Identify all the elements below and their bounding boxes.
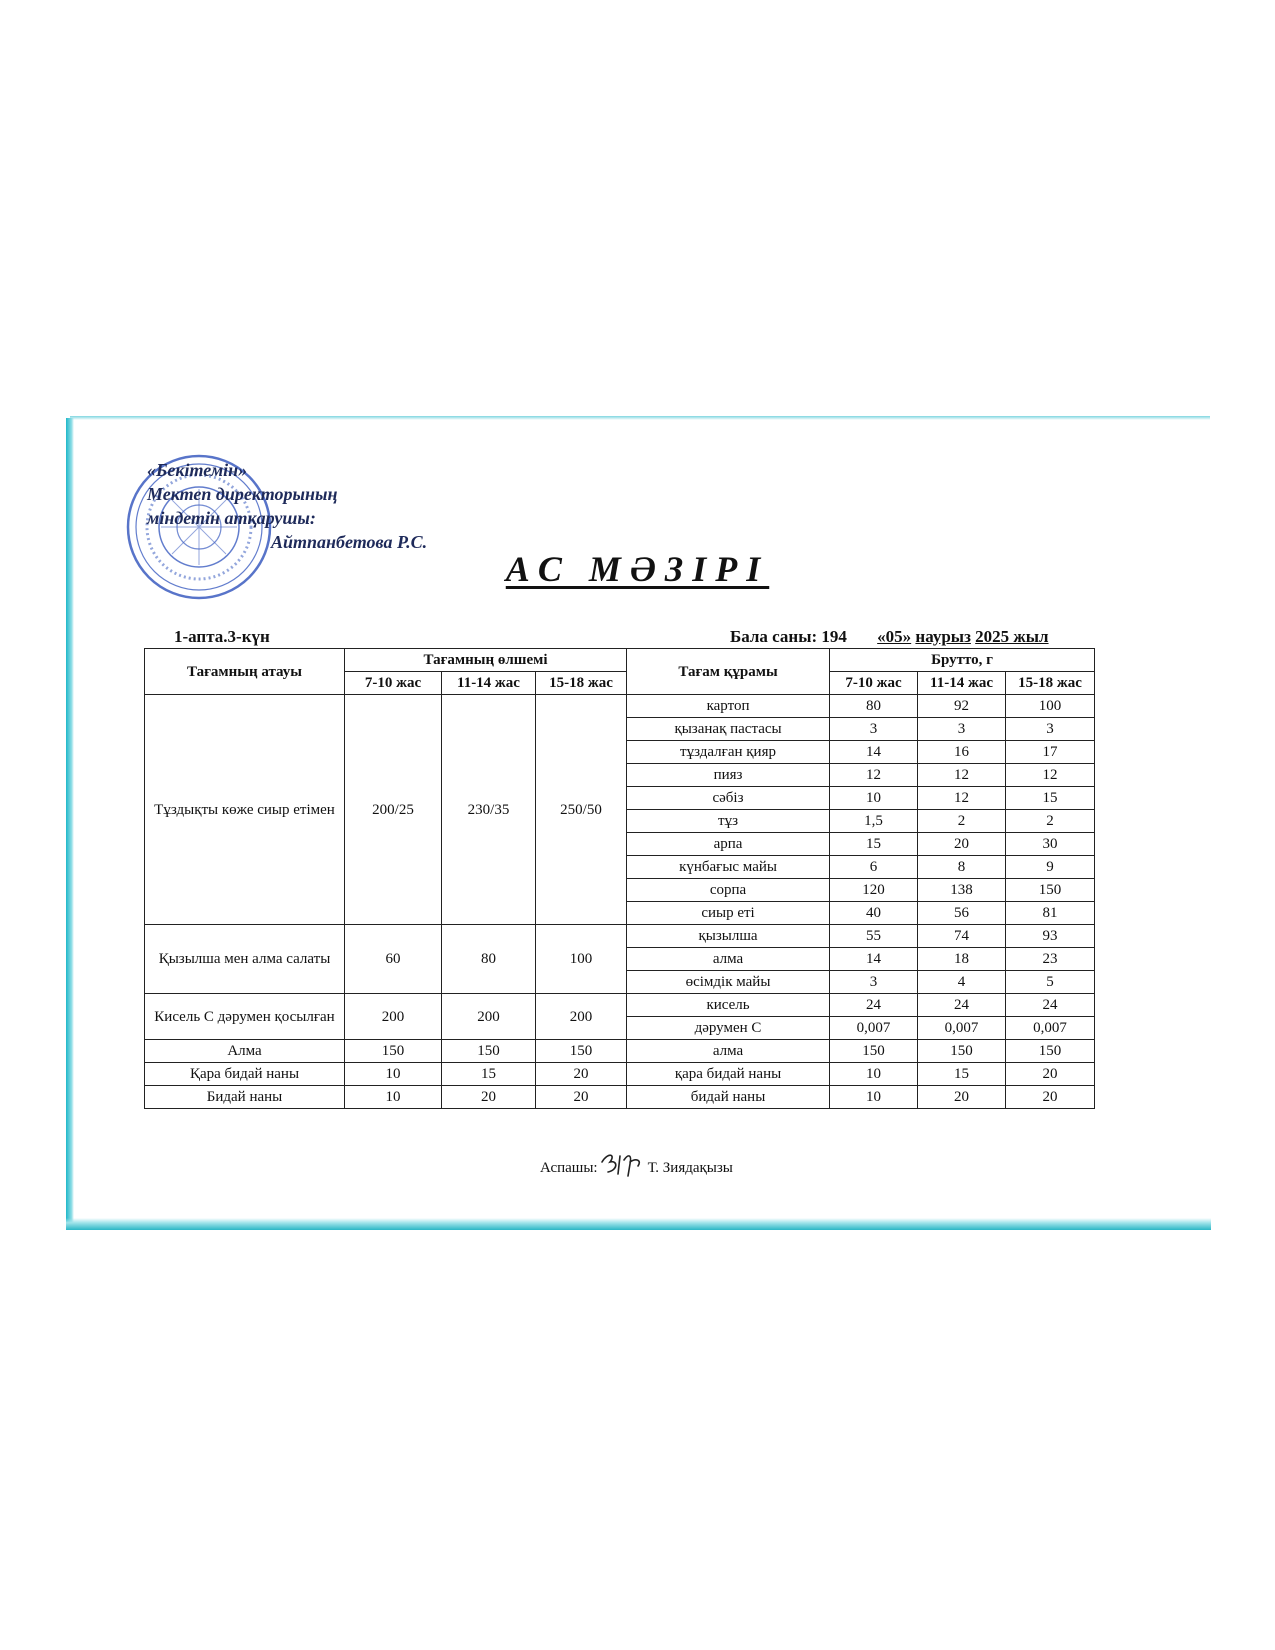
dish-name: Кисель С дәрумен қосылған (145, 994, 345, 1040)
approval-block (147, 458, 427, 554)
dish-portion: 230/35 (442, 695, 536, 925)
dish-portion: 150 (536, 1040, 627, 1063)
ingredient-name: қара бидай наны (627, 1063, 830, 1086)
ingredient-brutto-value: 8 (918, 856, 1006, 879)
ingredient-brutto-value: 2 (918, 810, 1006, 833)
ingredient-name: арпа (627, 833, 830, 856)
ingredient-brutto-value: 3 (830, 971, 918, 994)
ingredient-brutto-value: 93 (1006, 925, 1095, 948)
ingredient-brutto-value: 150 (1006, 879, 1095, 902)
header-portion-age-11-14: 11-14 жас (442, 672, 536, 695)
ingredient-brutto-value: 3 (830, 718, 918, 741)
ingredient-name: тұздалған қияр (627, 741, 830, 764)
ingredient-brutto-value: 55 (830, 925, 918, 948)
ingredient-brutto-value: 40 (830, 902, 918, 925)
ingredient-brutto-value: 12 (830, 764, 918, 787)
ingredient-name: тұз (627, 810, 830, 833)
dish-portion: 60 (345, 925, 442, 994)
ingredient-name: кисель (627, 994, 830, 1017)
ingredient-brutto-value: 10 (830, 787, 918, 810)
ingredient-name: күнбағыс майы (627, 856, 830, 879)
date-line (730, 627, 1049, 647)
dish-portion: 20 (536, 1086, 627, 1109)
header-brutto-age-15-18: 15-18 жас (1006, 672, 1095, 695)
page-title: АС МӘЗІРІ (505, 549, 770, 589)
ingredient-brutto-value: 4 (918, 971, 1006, 994)
dish-portion: 10 (345, 1063, 442, 1086)
dish-portion: 250/50 (536, 695, 627, 925)
scan-edge-left (66, 418, 74, 1228)
ingredient-name: пияз (627, 764, 830, 787)
dish-portion: 200 (536, 994, 627, 1040)
header-portion-age-15-18: 15-18 жас (536, 672, 627, 695)
header-brutto: Брутто, г (830, 649, 1095, 672)
ingredient-name: сәбіз (627, 787, 830, 810)
scan-edge-top (70, 416, 1210, 420)
ingredient-brutto-value: 14 (830, 948, 918, 971)
header-composition: Тағам құрамы (627, 649, 830, 695)
ingredient-brutto-value: 24 (918, 994, 1006, 1017)
approval-signer: Айтпанбетова Р.С. (271, 532, 428, 552)
ingredient-brutto-value: 17 (1006, 741, 1095, 764)
ingredient-name: дәрумен С (627, 1017, 830, 1040)
ingredient-name: қызылша (627, 925, 830, 948)
approval-line-1: «Бекітемін» (147, 460, 248, 480)
scan-edge-bottom (66, 1218, 1211, 1230)
ingredient-brutto-value: 120 (830, 879, 918, 902)
ingredient-brutto-value: 74 (918, 925, 1006, 948)
ingredient-brutto-value: 3 (918, 718, 1006, 741)
ingredient-brutto-value: 23 (1006, 948, 1095, 971)
ingredient-brutto-value: 16 (918, 741, 1006, 764)
table-row (145, 695, 1095, 718)
date-day: «05» (877, 627, 912, 646)
ingredient-brutto-value: 92 (918, 695, 1006, 718)
handwritten-signature-icon (598, 1150, 648, 1180)
ingredient-brutto-value: 20 (918, 1086, 1006, 1109)
ingredient-brutto-value: 5 (1006, 971, 1095, 994)
approval-line-2: Мектеп директорының (147, 484, 338, 504)
ingredient-name: алма (627, 948, 830, 971)
dish-portion: 100 (536, 925, 627, 994)
ingredient-brutto-value: 12 (1006, 764, 1095, 787)
ingredient-brutto-value: 0,007 (1006, 1017, 1095, 1040)
ingredient-brutto-value: 100 (1006, 695, 1095, 718)
ingredient-brutto-value: 10 (830, 1086, 918, 1109)
ingredient-name: өсімдік майы (627, 971, 830, 994)
ingredient-brutto-value: 150 (1006, 1040, 1095, 1063)
cook-label: Аспашы: (540, 1160, 598, 1176)
dish-portion: 20 (442, 1086, 536, 1109)
table-row (145, 1040, 1095, 1063)
dish-portion: 150 (442, 1040, 536, 1063)
ingredient-name: қызанақ пастасы (627, 718, 830, 741)
ingredient-brutto-value: 15 (918, 1063, 1006, 1086)
dish-name: Алма (145, 1040, 345, 1063)
ingredient-brutto-value: 80 (830, 695, 918, 718)
ingredient-brutto-value: 12 (918, 787, 1006, 810)
date-year: 2025 жыл (975, 627, 1049, 646)
dish-portion: 200/25 (345, 695, 442, 925)
ingredient-brutto-value: 6 (830, 856, 918, 879)
ingredient-name: алма (627, 1040, 830, 1063)
ingredient-name: бидай наны (627, 1086, 830, 1109)
dish-name: Қызылша мен алма салаты (145, 925, 345, 994)
ingredient-brutto-value: 20 (918, 833, 1006, 856)
menu-table (144, 648, 1095, 1109)
ingredient-brutto-value: 24 (830, 994, 918, 1017)
dish-portion: 20 (536, 1063, 627, 1086)
header-dish: Тағамның атауы (145, 649, 345, 695)
signature-line (540, 1150, 733, 1180)
menu-table-body (145, 695, 1095, 1109)
header-brutto-age-11-14: 11-14 жас (918, 672, 1006, 695)
ingredient-brutto-value: 30 (1006, 833, 1095, 856)
children-count: Бала саны: 194 (730, 627, 847, 646)
date-month: наурыз (915, 627, 971, 646)
ingredient-name: сиыр еті (627, 902, 830, 925)
ingredient-brutto-value: 81 (1006, 902, 1095, 925)
header-portion: Тағамның өлшемі (345, 649, 627, 672)
ingredient-brutto-value: 15 (1006, 787, 1095, 810)
dish-portion: 15 (442, 1063, 536, 1086)
dish-portion: 80 (442, 925, 536, 994)
ingredient-brutto-value: 150 (918, 1040, 1006, 1063)
ingredient-brutto-value: 0,007 (918, 1017, 1006, 1040)
ingredient-brutto-value: 0,007 (830, 1017, 918, 1040)
dish-name: Қара бидай наны (145, 1063, 345, 1086)
ingredient-brutto-value: 3 (1006, 718, 1095, 741)
ingredient-brutto-value: 1,5 (830, 810, 918, 833)
ingredient-brutto-value: 24 (1006, 994, 1095, 1017)
dish-portion: 10 (345, 1086, 442, 1109)
table-row (145, 994, 1095, 1017)
approval-line-3: міндетін атқарушы: (147, 508, 316, 528)
ingredient-name: сорпа (627, 879, 830, 902)
ingredient-name: картоп (627, 695, 830, 718)
ingredient-brutto-value: 150 (830, 1040, 918, 1063)
week-day-label: 1-апта.3-күн (174, 627, 270, 646)
ingredient-brutto-value: 2 (1006, 810, 1095, 833)
ingredient-brutto-value: 12 (918, 764, 1006, 787)
dish-name: Бидай наны (145, 1086, 345, 1109)
ingredient-brutto-value: 18 (918, 948, 1006, 971)
ingredient-brutto-value: 15 (830, 833, 918, 856)
ingredient-brutto-value: 9 (1006, 856, 1095, 879)
header-brutto-age-7-10: 7-10 жас (830, 672, 918, 695)
ingredient-brutto-value: 14 (830, 741, 918, 764)
dish-portion: 200 (345, 994, 442, 1040)
ingredient-brutto-value: 20 (1006, 1063, 1095, 1086)
dish-portion: 200 (442, 994, 536, 1040)
cook-name: Т. Зиядақызы (647, 1160, 733, 1176)
ingredient-brutto-value: 20 (1006, 1086, 1095, 1109)
ingredient-brutto-value: 10 (830, 1063, 918, 1086)
header-portion-age-7-10: 7-10 жас (345, 672, 442, 695)
ingredient-brutto-value: 138 (918, 879, 1006, 902)
table-row (145, 1063, 1095, 1086)
dish-portion: 150 (345, 1040, 442, 1063)
table-row (145, 1086, 1095, 1109)
ingredient-brutto-value: 56 (918, 902, 1006, 925)
dish-name: Тұздықты көже сиыр етімен (145, 695, 345, 925)
table-row (145, 925, 1095, 948)
